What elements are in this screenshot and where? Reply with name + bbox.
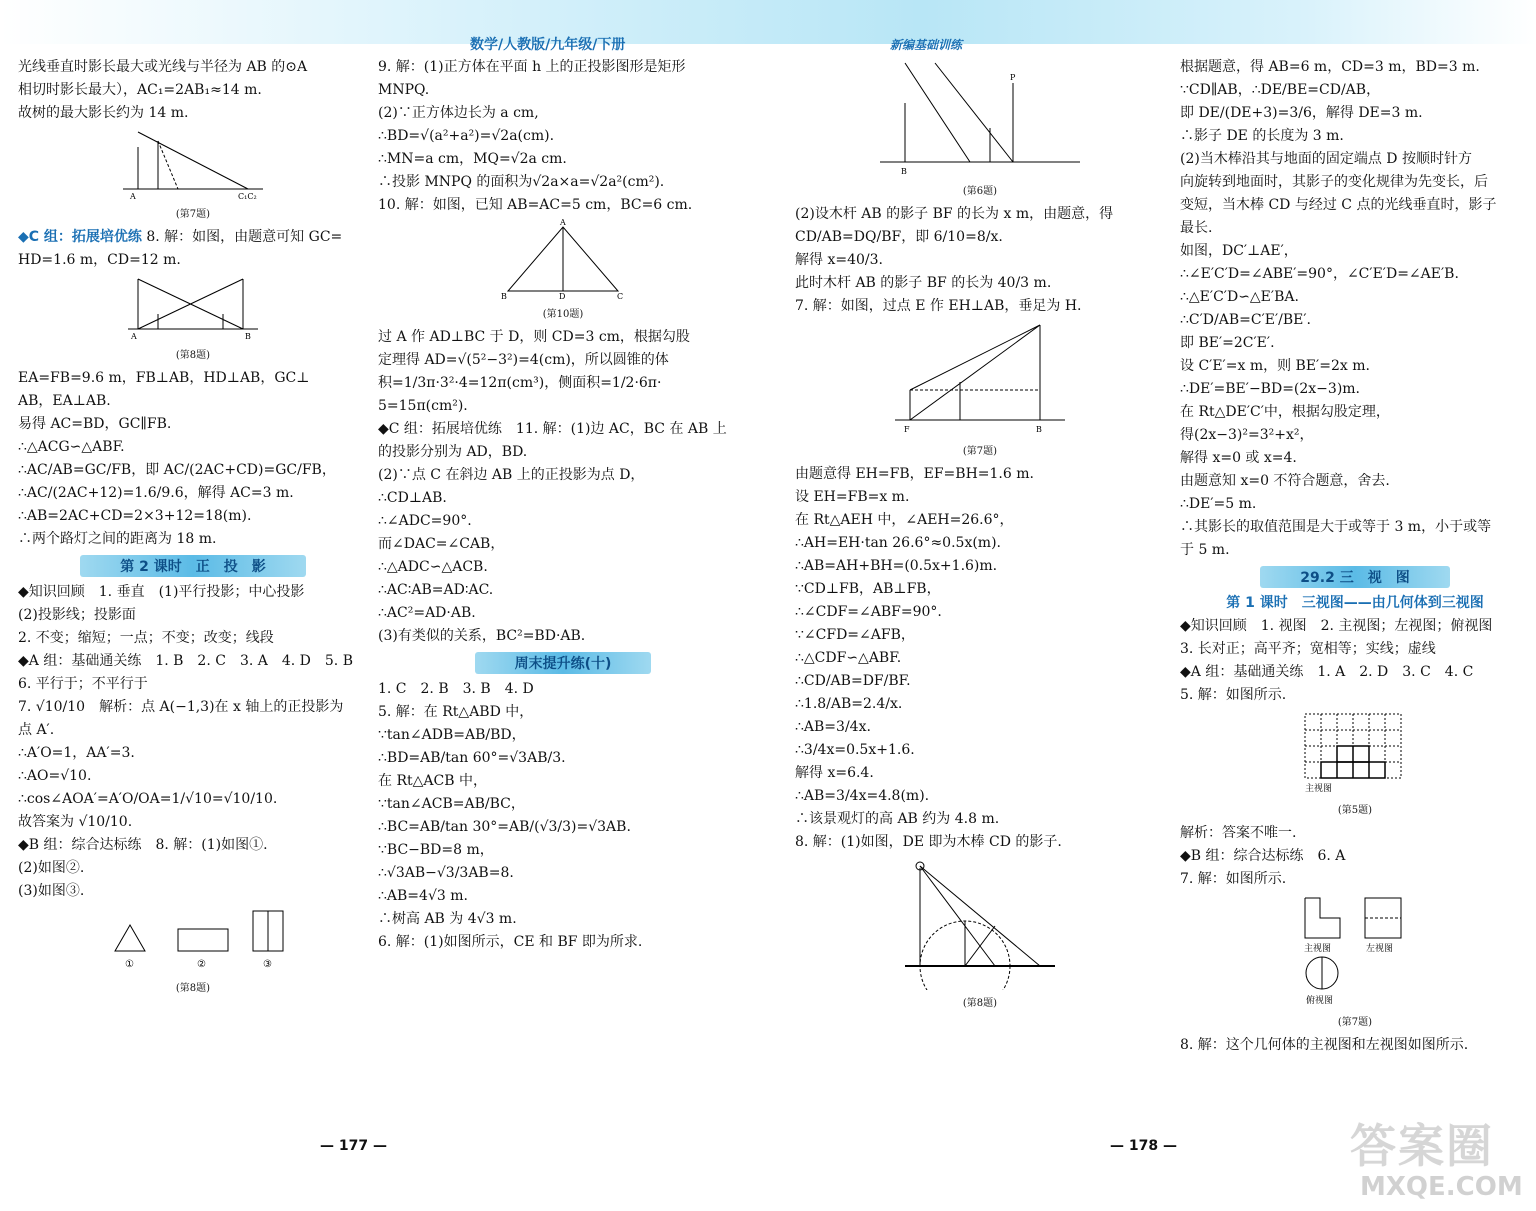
col4-line: (2)当木棒沿其与地面的固定端点 D 按顺时针方 <box>1180 151 1472 167</box>
header-band <box>0 0 1536 44</box>
col2-b-line: ◆C 组：拓展培优练 11. 解：(1)边 AC，BC 在 AB 上 <box>378 421 727 437</box>
fig5-view-label: 主视图 <box>1305 784 1333 794</box>
column-1 <box>18 56 368 1000</box>
col2-c-line: 6. 解：(1)如图所示，CE 和 BF 即为所求. <box>378 934 643 950</box>
fig8-caption: (第8题) <box>175 350 211 361</box>
q8-answer: 8. 解：这个几何体的主视图和左视图如图所示. <box>1180 1037 1469 1053</box>
col4-line: 变短，当木棒 CD 与经过 C 点的光线垂直时，影子 <box>1180 197 1497 213</box>
col1-c-line: ∴AB=2AC+CD=2×3+12=18(m). <box>18 508 252 524</box>
col2-c-line: 在 Rt△ACB 中， <box>378 773 487 789</box>
col1-d-line: (2)投影线；投影面 <box>18 607 136 623</box>
col2-c-line: ∴树高 AB 为 4√3 m. <box>378 911 517 927</box>
figure-7-diagram <box>118 127 268 201</box>
col3-b-line: 由题意得 EH=FB，EF=BH=1.6 m. <box>795 466 1034 482</box>
col2-line: 10. 解：如图，已知 AB=AC=5 cm，BC=6 cm. <box>378 197 693 213</box>
col3-b-line: ∵CD⊥FB，AB⊥FB， <box>795 581 941 597</box>
col2-b-line: ∴CD⊥AB. <box>378 490 447 506</box>
col3-line: 7. 解：如图，过点 E 作 EH⊥AB，垂足为 H. <box>795 298 1082 314</box>
fig8b-caption: (第8题) <box>175 983 211 994</box>
col2-c-line: ∴BC=AB/tan 30°=AB/(√3/3)=√3AB. <box>378 819 631 835</box>
col1-d-line: ∴cos∠AOA′=A′O/OA=1/√10=√10/10. <box>18 791 278 807</box>
fig-label-2: ② <box>197 959 206 970</box>
figure-7-views <box>1290 893 1420 1009</box>
col4-line: 解得 x=0 或 x=4. <box>1180 450 1297 466</box>
col4-line: 最长. <box>1180 220 1213 236</box>
figure-10-diagram <box>493 219 633 301</box>
col4-b-line: ◆A 组：基础通关练 1. A 2. D 3. C 4. C <box>1180 664 1474 680</box>
col1-line: 光线垂直时影长最大或光线与半径为 AB 的⊙A <box>18 59 308 75</box>
header-title: 数学/人教版/九年级/下册 <box>470 37 626 53</box>
col1-d-line: (2)如图②. <box>18 860 85 876</box>
col4-line: ∴影子 DE 的长度为 3 m. <box>1180 128 1344 144</box>
svg-text:C₁C₂: C₁C₂ <box>238 192 257 201</box>
col1-c-line: ∴AC/AB=GC/FB，即 AC/(2AC+CD)=GC/FB， <box>18 462 336 478</box>
col4-line: 于 5 m. <box>1180 542 1230 558</box>
svg-text:C: C <box>617 292 624 301</box>
col2-b-line: ∴AC∶AB=AD∶AC. <box>378 582 494 598</box>
fig7-caption: (第7题) <box>175 209 211 220</box>
col2-b-line: 的投影分别为 AD，BD. <box>378 444 528 460</box>
col1-d-line: 故答案为 √10/10. <box>18 814 133 830</box>
col2-b-line: (3)有类似的关系，BC²=BD·AB. <box>378 628 586 644</box>
col3-b-line: ∴AB=3/4x. <box>795 719 871 735</box>
fig-label-1: ① <box>125 959 134 970</box>
col4-line: ∴△E′C′D∽△E′BA. <box>1180 289 1299 305</box>
col1-d-line: ∴AO=√10. <box>18 768 92 784</box>
figure-8-diagram <box>123 274 263 342</box>
col2-c-line: ∴√3AB−√3/3AB=8. <box>378 865 514 881</box>
col3-b-line: ∴AB=3/4x=4.8(m). <box>795 788 930 804</box>
col3-b-line: ∴∠CDF=∠ABF=90°. <box>795 604 942 620</box>
fig-label-3: ③ <box>263 959 272 970</box>
svg-text:A: A <box>560 219 566 227</box>
col4-line: 向旋转到地面时，其影子的变化规律为先变长，后 <box>1180 174 1488 190</box>
col4-line: 根据题意，得 AB=6 m，CD=3 m，BD=3 m. <box>1180 59 1480 75</box>
fig8-stick-caption: (第8题) <box>962 998 998 1009</box>
col2-line: 9. 解：(1)正方体在平面 h 上的正投影图形是矩形 <box>378 59 686 75</box>
col2-line: (2)∵正方体边长为 a cm, <box>378 105 539 121</box>
col3-b-line: 设 EH=FB=x m. <box>795 489 910 505</box>
col2-line: ∴投影 MNPQ 的面积为√2a×a=√2a²(cm²). <box>378 174 665 190</box>
col4-line: 在 Rt△DE′C′中，根据勾股定理， <box>1180 404 1390 420</box>
svg-text:A: A <box>131 332 137 341</box>
col4-c-line: 解析：答案不唯一. <box>1180 825 1297 841</box>
col1-c-line: ∴△ACG∽△ABF. <box>18 439 125 455</box>
col2-b-line: ∴△ADC∽△ACB. <box>378 559 488 575</box>
col1-d-line: ◆知识回顾 1. 垂直 (1)平行投影；中心投影 <box>18 584 305 600</box>
col1-c-line: EA=FB=9.6 m，FB⊥AB，HD⊥AB，GC⊥ <box>18 370 310 386</box>
fig7-lamp-caption: (第7题) <box>962 446 998 457</box>
col2-c-line: ∴BD=AB/tan 60°=√3AB/3. <box>378 750 566 766</box>
col1-d-line: (3)如图③. <box>18 883 85 899</box>
col3-line: 此时木杆 AB 的影子 BF 的长为 40/3 m. <box>795 275 1052 291</box>
col4-line: ∴∠E′C′D=∠ABE′=90°，∠C′E′D=∠AE′B. <box>1180 266 1459 282</box>
fig5-caption: (第5题) <box>1337 805 1373 816</box>
q8-text: 8. 解：如图，由题意可知 GC= <box>146 229 343 245</box>
watermark-url: MXQE.COM <box>1360 1172 1523 1202</box>
col2-c-line: ∴AB=4√3 m. <box>378 888 468 904</box>
col4-line: ∵CD∥AB，∴DE/BE=CD/AB， <box>1180 82 1381 98</box>
col1-line: 故树的最大影长约为 14 m. <box>18 105 189 121</box>
svg-text:B: B <box>501 292 507 301</box>
column-4 <box>1180 56 1530 1057</box>
weekend-banner: 周末提升练(十) <box>475 652 652 674</box>
col2-line: ∴MN=a cm，MQ=√2a cm. <box>378 151 567 167</box>
col3-b-line: 在 Rt△AEH 中，∠AEH=26.6°， <box>795 512 1014 528</box>
svg-text:B: B <box>1036 425 1042 434</box>
fig7-view-top: 俯视图 <box>1306 996 1334 1006</box>
col4-b-line: ◆知识回顾 1. 视图 2. 主视图；左视图；俯视图 <box>1180 618 1493 634</box>
svg-text:B: B <box>245 332 251 341</box>
fig6-caption: (第6题) <box>962 186 998 197</box>
col3-b-line: 解得 x=6.4. <box>795 765 874 781</box>
col2-c-line: 5. 解：在 Rt△ABD 中， <box>378 704 534 720</box>
col2-line: ∴BD=√(a²+a²)=√2a(cm). <box>378 128 555 144</box>
page-number-left: — 177 — <box>320 1138 387 1154</box>
col1-d-line: 点 A′. <box>18 722 55 738</box>
col4-line: ∴C′D/AB=C′E′/BE′. <box>1180 312 1312 328</box>
col1-c-line: ∴AC/(2AC+12)=1.6/9.6，解得 AC=3 m. <box>18 485 294 501</box>
fig7-views-caption: (第7题) <box>1337 1017 1373 1028</box>
group-c-label: ◆C 组：拓展培优练 <box>18 229 142 245</box>
col1-line: 相切时影长最大），AC₁=2AB₁≈14 m. <box>18 82 262 98</box>
col1-c-line: 易得 AC=BD，GC∥FB. <box>18 416 172 432</box>
fig10-caption: (第10题) <box>542 309 584 320</box>
col1-d-line: ◆A 组：基础通关练 1. B 2. C 3. A 4. D 5. B <box>18 653 353 669</box>
svg-text:P: P <box>1010 73 1016 82</box>
column-2 <box>378 56 748 954</box>
col3-b-line: ∴3/4x=0.5x+1.6. <box>795 742 915 758</box>
col1-d-line: ∴A′O=1，AA′=3. <box>18 745 135 761</box>
watermark-logo: 答案圈 <box>1350 1119 1494 1173</box>
col3-line: CD/AB=DQ/BF，即 6/10=8/x. <box>795 229 1003 245</box>
col3-b-line: ∵∠CFD=∠AFB， <box>795 627 915 643</box>
header-brand: 新编基础训练 <box>890 38 963 52</box>
col4-line: ∴其影长的取值范围是大于或等于 3 m，小于或等 <box>1180 519 1492 535</box>
svg-text:A: A <box>130 192 136 201</box>
col4-line: 得(2x−3)²=3²+x²， <box>1180 427 1314 443</box>
col3-b-line: ∴1.8/AB=2.4/x. <box>795 696 903 712</box>
col2-b-line: 5=15π(cm²). <box>378 398 468 414</box>
col3-line: 解得 x=40/3. <box>795 252 883 268</box>
col4-line: 由题意知 x=0 不符合题意，舍去. <box>1180 473 1390 489</box>
col4-c-line: ◆B 组：综合达标练 6. A <box>1180 848 1346 864</box>
col4-line: 即 DE/(DE+3)=3/6，解得 DE=3 m. <box>1180 105 1423 121</box>
col1-b-line: HD=1.6 m，CD=12 m. <box>18 252 181 268</box>
col4-line: 如图，DC′⊥AE′， <box>1180 243 1298 259</box>
col3-line: (2)设木杆 AB 的影子 BF 的长为 x m，由题意，得 <box>795 206 1114 222</box>
col3-b-line: ∴CD/AB=DF/BF. <box>795 673 911 689</box>
col2-b-line: 过 A 作 AD⊥BC 于 D，则 CD=3 cm，根据勾股 <box>378 329 690 345</box>
col2-c-line: 1. C 2. B 3. B 4. D <box>378 681 534 697</box>
section-banner: 29.2 三 视 图 <box>1260 566 1449 588</box>
col1-c-line: AB，EA⊥AB. <box>18 393 111 409</box>
col3-b-line: ∴AH=EH·tan 26.6°≈0.5x(m). <box>795 535 1001 551</box>
page-number-right: — 178 — <box>1110 1138 1177 1154</box>
lesson-subtitle: 第 1 课时 三视图——由几何体到三视图 <box>1226 595 1484 611</box>
col4-line: ∴DE′=BE′−BD=(2x−3)m. <box>1180 381 1361 397</box>
col1-d-line: 7. √10/10 解析：点 A(−1,3)在 x 轴上的正投影为 <box>18 699 344 715</box>
col3-b-line: ∴该景观灯的高 AB 约为 4.8 m. <box>795 811 1000 827</box>
col3-b-line: 8. 解：(1)如图，DE 即为木棒 CD 的影子. <box>795 834 1062 850</box>
col4-b-line: 5. 解：如图所示. <box>1180 687 1287 703</box>
column-3 <box>795 56 1165 1015</box>
figure-8b-diagram <box>93 905 293 975</box>
lesson-title: 第 2 课时 正 投 影 <box>80 555 306 577</box>
figure-6-diagram <box>875 58 1085 178</box>
col3-b-line: ∴△CDF∽△ABF. <box>795 650 902 666</box>
col2-b-line: 而∠DAC=∠CAB， <box>378 536 505 552</box>
col1-d-line: ◆B 组：综合达标练 8. 解：(1)如图①. <box>18 837 268 853</box>
col4-line: 设 C′E′=x m，则 BE′=2x m. <box>1180 358 1370 374</box>
figure-7-lamp-diagram <box>890 320 1070 438</box>
col2-b-line: ∴AC²=AD·AB. <box>378 605 476 621</box>
svg-text:F: F <box>904 425 910 434</box>
col3-b-line: ∴AB=AH+BH=(0.5x+1.6)m. <box>795 558 998 574</box>
col4-b-line: 3. 长对正；高平齐；宽相等；实线；虚线 <box>1180 641 1436 657</box>
col1-c-line: ∴两个路灯之间的距离为 18 m. <box>18 531 217 547</box>
col2-b-line: ∴∠ADC=90°. <box>378 513 472 529</box>
col4-c-line: 7. 解：如图所示. <box>1180 871 1287 887</box>
col2-b-line: (2)∵点 C 在斜边 AB 上的正投影为点 D， <box>378 467 645 483</box>
svg-text:B: B <box>901 167 907 176</box>
col2-c-line: ∵tan∠ADB=AB/BD， <box>378 727 526 743</box>
fig7-view-front: 主视图 <box>1304 944 1332 954</box>
col2-c-line: ∵tan∠ACB=AB/BC， <box>378 796 525 812</box>
col1-d-line: 2. 不变；缩短；一点；不变；改变；线段 <box>18 630 274 646</box>
col4-line: ∴DE′=5 m. <box>1180 496 1257 512</box>
col4-line: 即 BE′=2C′E′. <box>1180 335 1275 351</box>
col1-d-line: 6. 平行于；不平行于 <box>18 676 148 692</box>
col2-c-line: ∵BC−BD=8 m， <box>378 842 494 858</box>
svg-text:D: D <box>559 292 566 301</box>
col2-b-line: 定理得 AD=√(5²−3²)=4(cm)，所以圆锥的体 <box>378 352 669 368</box>
fig7-view-left: 左视图 <box>1366 944 1394 954</box>
figure-8-stick-diagram <box>900 856 1060 990</box>
col2-b-line: 积=1/3π·3²·4=12π(cm³)，侧面积=1/2·6π· <box>378 375 662 391</box>
figure-5-grid <box>1300 709 1410 797</box>
col2-line: MNPQ. <box>378 82 430 98</box>
